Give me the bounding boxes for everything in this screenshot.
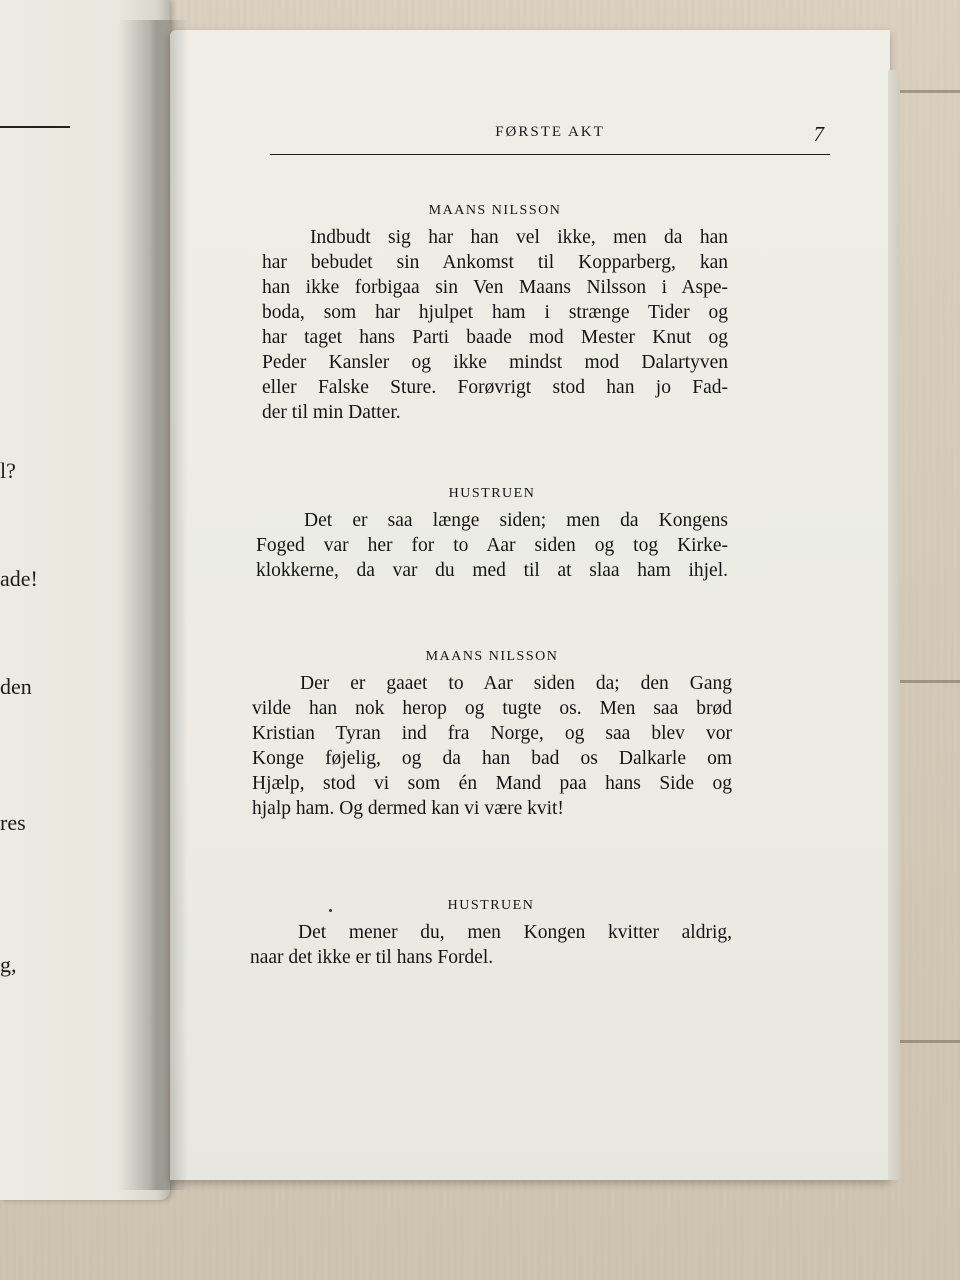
left-page-fragment: g, bbox=[0, 952, 17, 977]
speech-line: der til min Datter. bbox=[262, 402, 401, 423]
speech-line: Konge føjelig, og da han bad os Dalkarle om bbox=[252, 748, 732, 769]
speech-line: eller Falske Sture. Forøvrigt stod han jo Fad- bbox=[262, 377, 728, 398]
speaker-name: HUSTRUEN bbox=[447, 898, 535, 913]
speech-line: har bebudet sin Ankomst til Kopparberg, kan bbox=[262, 252, 728, 273]
speech-block bbox=[256, 486, 728, 583]
speech-line: vilde han nok herop og tugte os. Men saa brød bbox=[252, 698, 732, 719]
running-head: FØRSTE AKT bbox=[495, 124, 605, 140]
left-page-fragment: ade! bbox=[0, 566, 38, 591]
speech-line: Der er gaaet to Aar siden da; den Gang bbox=[300, 673, 732, 694]
book-gutter bbox=[118, 20, 188, 1190]
page-number: 7 bbox=[813, 122, 824, 146]
speaker-name: HUSTRUEN bbox=[448, 486, 536, 501]
speech-line: boda, som har hjulpet ham i strænge Tider og bbox=[262, 302, 728, 323]
speech-line: han ikke forbigaa sin Ven Maans Nilsson i Aspe- bbox=[262, 277, 728, 298]
speech-line: hjalp ham. Og dermed kan vi være kvit! bbox=[252, 798, 564, 819]
speech-line: Kristian Tyran ind fra Norge, og saa blev vor bbox=[252, 723, 732, 744]
left-page-fragment: res bbox=[0, 810, 26, 835]
speech-line: Foged var her for to Aar siden og tog Kirke- bbox=[256, 535, 728, 556]
speech-line: Indbudt sig har han vel ikke, men da han bbox=[310, 227, 728, 248]
speech-line: naar det ikke er til hans Fordel. bbox=[250, 947, 494, 968]
speech-line: klokkerne, da var du med til at slaa ham ihjel. bbox=[256, 560, 728, 581]
left-page-fragment: l? bbox=[0, 458, 16, 483]
left-page-rule bbox=[0, 126, 70, 128]
speech-line: har taget hans Parti baade mod Mester Knut og bbox=[262, 327, 728, 348]
speech-line: Peder Kansler og ikke mindst mod Dalartyven bbox=[262, 352, 728, 373]
speech-block bbox=[250, 898, 732, 970]
page-edge bbox=[888, 70, 900, 1180]
speaker-name: MAANS NILSSON bbox=[428, 203, 562, 218]
show-through bbox=[640, 420, 720, 480]
speech-line: Hjælp, stod vi som én Mand paa hans Side og bbox=[252, 773, 732, 794]
page-header bbox=[270, 118, 830, 155]
speaker-name: MAANS NILSSON bbox=[425, 649, 559, 664]
speech-line: Det er saa længe siden; men da Kongens bbox=[304, 510, 728, 531]
speech-block bbox=[252, 649, 732, 821]
speech-line: Det mener du, men Kongen kvitter aldrig, bbox=[298, 922, 732, 943]
speech-block bbox=[262, 203, 728, 425]
left-page-fragment: den bbox=[0, 674, 32, 699]
